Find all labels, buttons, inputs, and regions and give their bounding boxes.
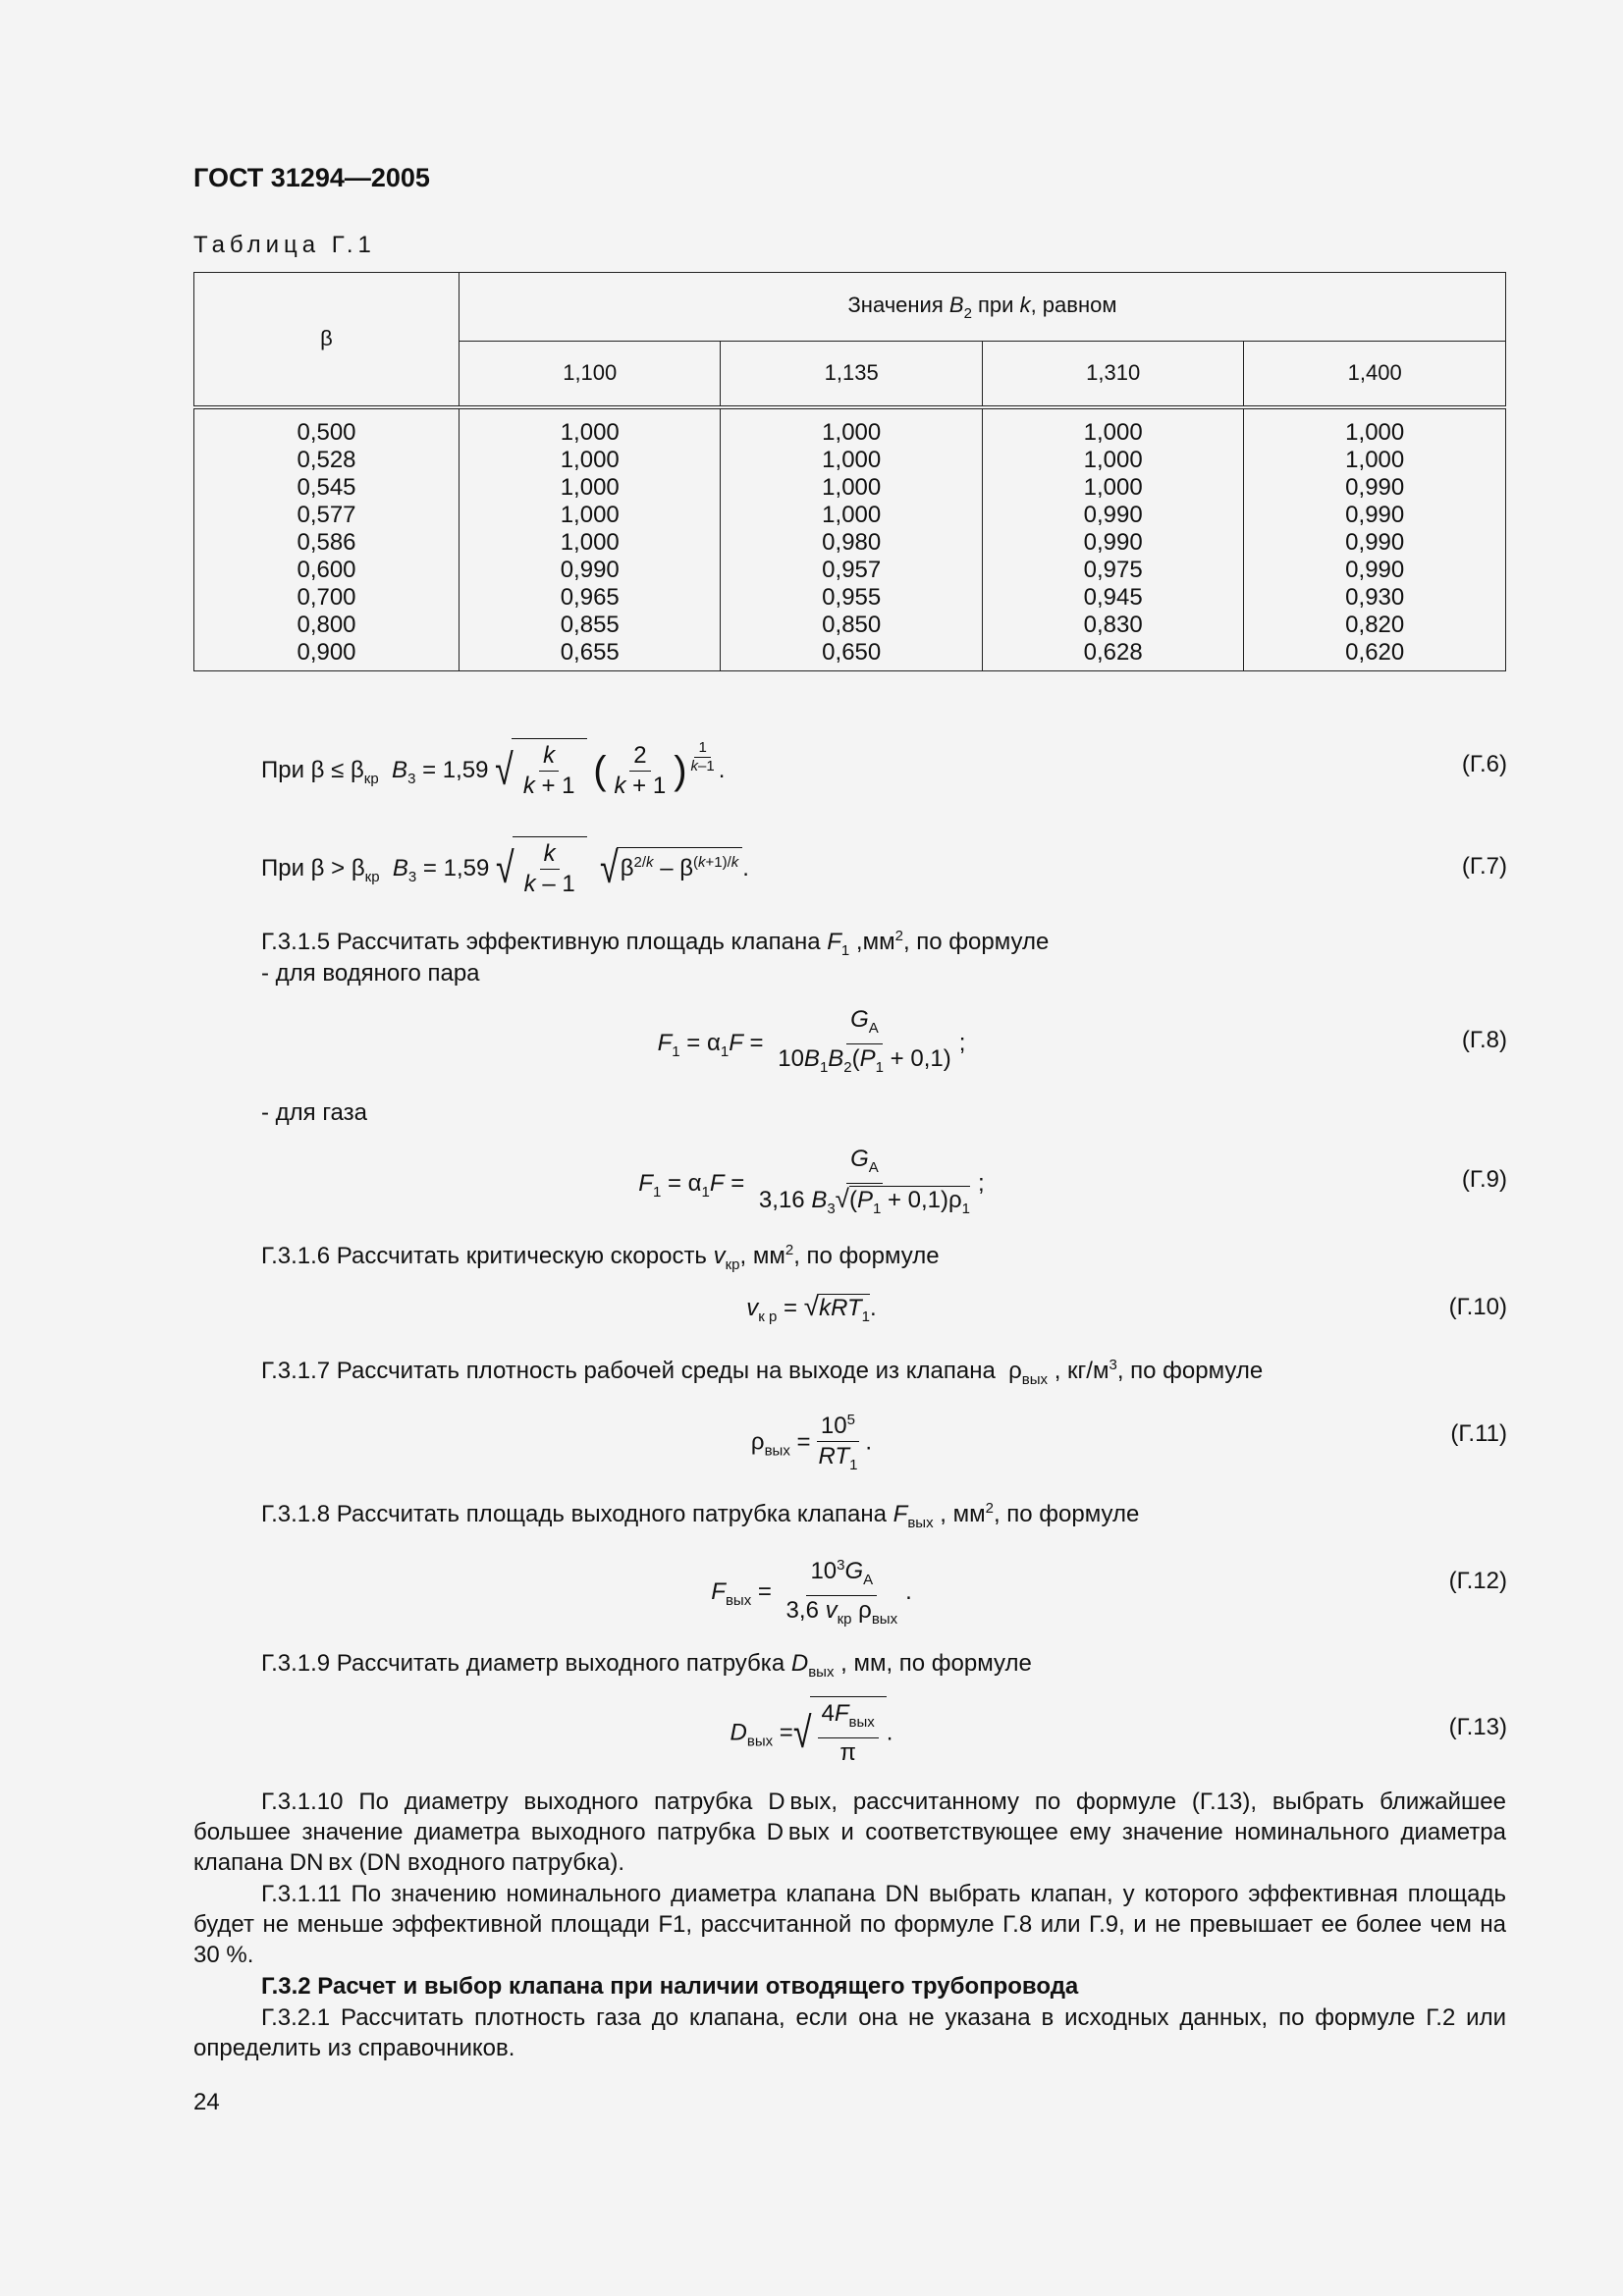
paragraph-gas: - для газа	[261, 1099, 367, 1126]
table-cell: 0,700	[297, 583, 356, 611]
table-cell: 0,990	[1083, 501, 1143, 528]
formula-number: (Г.9)	[1461, 1166, 1507, 1193]
table-cell: 0,945	[1083, 583, 1143, 611]
paragraph-g3110: Г.3.1.10 По диаметру выходного патрубка D вых, рассчитанному по формуле (Г.13), выбрать ближайшее большее значение диаметра выходного патрубка D вых и соответствующее ему значение номинального диаметра клапана DN вх (DN входного патрубка).	[193, 1789, 1506, 1876]
table-cell: 1,000	[1345, 418, 1405, 446]
table-cell: 1,000	[822, 473, 882, 501]
table-cell: 1,000	[1083, 473, 1143, 501]
col-beta-header: β	[194, 273, 460, 407]
table-cell: 0,980	[822, 528, 882, 556]
formula-g8: $F_1 = \alpha_1F$ = $\frac{G_A}{10B_1B_2(P_1 + 0,1)}$ ;	[657, 1006, 966, 1076]
table-cell: 0,955	[822, 583, 882, 611]
table-cell: 0,990	[1345, 528, 1405, 556]
page-number: 24	[193, 2089, 220, 2115]
table-cell: 0,545	[297, 473, 356, 501]
table-cell: 0,577	[297, 501, 356, 528]
formula-g7: При $\beta > \beta_{кр}$ $B_3 = 1,59$ √ $\frac{k}{k - 1}$ $√\beta^{2/k} - \beta^{(k+1)/k}$ .	[261, 836, 749, 899]
table-cell: 0,975	[1083, 556, 1143, 583]
table-cell: 0,900	[297, 638, 356, 666]
table-cell: 1,000	[822, 418, 882, 446]
paragraph-g315: Г.3.1.5 Рассчитать эффективную площадь клапана $F_1$ $,мм^2$, по формуле	[261, 928, 1050, 959]
paragraph-g317: Г.3.1.7 Рассчитать плотность рабочей среды на выходе из клапана $\rho_{вых}$ , $кг/м^3$, по формуле	[261, 1357, 1264, 1388]
k-header: 1,135	[721, 342, 982, 407]
table-cell: 0,620	[1345, 638, 1405, 666]
table-cell: 1,000	[560, 528, 620, 556]
table-cell: 0,600	[297, 556, 356, 583]
section-heading-g32: Г.3.2 Расчет и выбор клапана при наличии отводящего трубопровода	[261, 1973, 1079, 2000]
b2-column	[721, 407, 982, 671]
formula-number: (Г.11)	[1450, 1420, 1507, 1447]
table-cell: 0,855	[560, 611, 620, 638]
k-header: 1,100	[460, 342, 721, 407]
table-cell: 0,528	[297, 446, 356, 473]
formula-g6: При $\beta \le \beta_{кр}$ $B_3 = 1,59$ √ $\frac{k}{k + 1}$ ( $\frac{2}{k + 1}$ ) $\frac{1}{k-1}$ .	[261, 738, 726, 799]
table-cell: 1,000	[1345, 446, 1405, 473]
table-cell: 0,930	[1345, 583, 1405, 611]
table-cell: 0,830	[1083, 611, 1143, 638]
table-cell: 1,000	[1083, 446, 1143, 473]
paragraph-g316: Г.3.1.6 Рассчитать критическую скорость $v_{кр}$, $мм^2$, по формуле	[261, 1242, 940, 1273]
table-cell: 0,800	[297, 611, 356, 638]
table-cell: 1,000	[560, 446, 620, 473]
formula-g12: $F_{вых}$ = $\frac{10^3G_A}{3,6 v_{кр} \rho_{вых}}$ .	[0, 1551, 1623, 1634]
table-cell: 1,000	[822, 446, 882, 473]
table-caption: Таблица Г.1	[193, 232, 376, 258]
formula-number: (Г.12)	[1448, 1568, 1507, 1594]
table-cell: 1,000	[560, 473, 620, 501]
table-cell: 0,655	[560, 638, 620, 666]
formula-g11: $\rho_{вых}$ = $\frac{10^5}{RT_1}$ .	[0, 1406, 1623, 1480]
paragraph-g319: Г.3.1.9 Рассчитать диаметр выходного патрубка $D_{вых}$ , мм, по формуле	[261, 1650, 1032, 1681]
table-cell: 0,965	[560, 583, 620, 611]
table-cell: 0,586	[297, 528, 356, 556]
formula-number: (Г.6)	[1461, 751, 1507, 777]
formula-number: (Г.13)	[1448, 1714, 1507, 1740]
group-header: Значения $B_2$ при k, равном	[460, 273, 1506, 342]
formula-g13: $D_{вых}$ =√ $\frac{4F_{вых}}{\pi}$ .	[0, 1696, 1623, 1768]
table-cell: 1,000	[560, 501, 620, 528]
formula-number: (Г.7)	[1461, 853, 1507, 880]
table-cell: 0,957	[822, 556, 882, 583]
paragraph-g3111: Г.3.1.11 По значению номинального диаметра клапана DN выбрать клапан, у которого эффективная площадь будет не меньше эффективной площади F1, рассчитанной по формуле Г.8 или Г.9, и не превышает ее более чем на 30 %.	[193, 1881, 1506, 1968]
formula-g10: $v_{к р} = √kRT_1$.	[746, 1291, 877, 1325]
table-cell: 0,990	[1083, 528, 1143, 556]
table-cell: 1,000	[822, 501, 882, 528]
table-cell: 0,500	[297, 418, 356, 446]
table-cell: 0,820	[1345, 611, 1405, 638]
table-cell: 0,990	[560, 556, 620, 583]
k-header: 1,310	[982, 342, 1243, 407]
table-cell: 1,000	[560, 418, 620, 446]
formula-g9: $F_1 = \alpha_1F$ = $\frac{G_A}{3,16 B_3√(P_1 + 0,1)\rho_1}$ ;	[638, 1146, 985, 1217]
table-cell: 1,000	[1083, 418, 1143, 446]
table-cell: 0,990	[1345, 501, 1405, 528]
table-cell: 0,990	[1345, 473, 1405, 501]
table-cell: 0,628	[1083, 638, 1143, 666]
beta-column	[194, 407, 460, 671]
b2-column	[460, 407, 721, 671]
paragraph-water: - для водяного пара	[261, 960, 480, 987]
document-code: ГОСТ 31294—2005	[193, 163, 430, 192]
table-g1	[193, 272, 1506, 671]
paragraph-g321: Г.3.2.1 Рассчитать плотность газа до клапана, если она не указана в исходных данных, по формуле Г.2 или определить из справочников.	[193, 2004, 1506, 2061]
paragraph-g318: Г.3.1.8 Рассчитать площадь выходного патрубка клапана $F_{вых}$ , $мм^2$, по формуле	[261, 1500, 1140, 1531]
b2-column	[1244, 407, 1506, 671]
table-cell: 0,650	[822, 638, 882, 666]
formula-number: (Г.8)	[1461, 1027, 1507, 1053]
table-cell: 0,850	[822, 611, 882, 638]
table-cell: 0,990	[1345, 556, 1405, 583]
b2-column	[982, 407, 1243, 671]
formula-number: (Г.10)	[1448, 1294, 1507, 1320]
k-header: 1,400	[1244, 342, 1506, 407]
